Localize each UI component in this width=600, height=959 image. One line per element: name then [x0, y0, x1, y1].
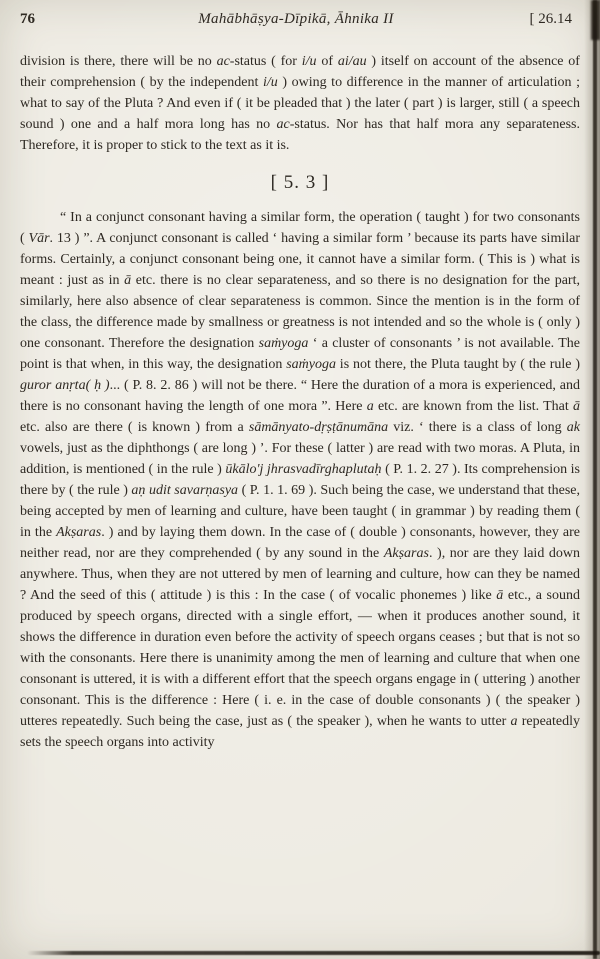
- scan-edge-bottom: [27, 951, 600, 955]
- marginal-reference: [ 26.14: [529, 11, 572, 27]
- running-title: Mahābhāṣya-Dīpikā, Āhnika II: [198, 11, 394, 27]
- scan-shadow-right: [584, 0, 600, 959]
- section-heading: [ 5. 3 ]: [270, 172, 330, 193]
- text-block: [20, 51, 580, 753]
- page-number: 76: [20, 11, 35, 27]
- paragraph-continuation: division is there, there will be no ac-status ( for i/u of ai/au ) itself on account of the absence of their comprehension ( by the independent i/u ) owing to difference in the manner of articulation ; what to say of the Pluta ? And even if ( it be pleaded that ) the later ( part ) is larger, still ( a speech sound ) one and a half mora long has no ac-status. Nor has that half mora any separateness. Therefore, it is proper to stick to the text as it is.: [20, 54, 580, 153]
- paragraph-section-5-3: “ In a conjunct consonant having a similar form, the operation ( taught ) for two consonants ( Vār. 13 ) ”. A conjunct consonant is called ‘ having a similar form ’ because its parts have similar forms. Certainly, a conjunct consonant being one, it cannot have a similar form. ( This is ) what is meant : just as in ā etc. there is no clear separateness, and so there is no designation for the part, similarly, here also absence of clear separateness is common. Since the mention is in the form of the class, the difference made by smallness or greatness is not intended and so the whole is ( only ) one consonant. Therefore the designation saṁyoga ‘ a cluster of consonants ’ is not available. The point is that when, in this way, the designation saṁyoga is not there, the Pluta taught by ( the rule ) guror anṛta( ḥ )... ( P. 8. 2. 86 ) will not be there. “ Here the duration of a mora is experienced, and there is no consonant having the length of one mora ”. Here a etc. are known from the list. That ā etc. also are there ( is known ) from a sāmānyato-dṛṣṭānumāna viz. ‘ there is a class of long ak vowels, just as the diphthongs ( are long ) ’. For these ( latter ) are read with two moras. A Pluta, in addition, is mentioned ( in the rule ) ūkālo'j jhrasvadīrghaplutaḥ ( P. 1. 2. 27 ). Its comprehension is there by ( the rule ) aṇ udit savarṇasya ( P. 1. 1. 69 ). Such being the case, we understand that these, being accepted by men of learning and culture, have been taught ( in grammar ) by reading them ( in the Akṣaras. ) and by laying them down. In the case of ( double ) consonants, however, they are neither read, nor are they comprehended ( by any sound in the Akṣaras. ), nor are they laid down anywhere. Thus, when they are not uttered by men of learning and culture, how can they be named ? And the seed of this ( attitude ) is this : In the case ( of vocalic phonemes ) like ā etc., a sound produced by speech organs, directed with a single effort, — when it produces another sound, it shows the difference in duration even before the activity of speech organs ceases ; but that is not so with the consonants. Here there is unanimity among the men of learning and culture that when one consonant is uttered, it is with a different effort that the speech organs engage in ( uttering ) another consonant. This is the difference : Here ( i. e. in the case of double consonants ) ( the speaker ) utteres repeatedly. Such being the case, just as ( the speaker ), when he wants to utter a repeatedly sets the speech organs into activity: [20, 210, 581, 750]
- page-header: [0, 0, 600, 28]
- scan-edge-right: [593, 0, 597, 959]
